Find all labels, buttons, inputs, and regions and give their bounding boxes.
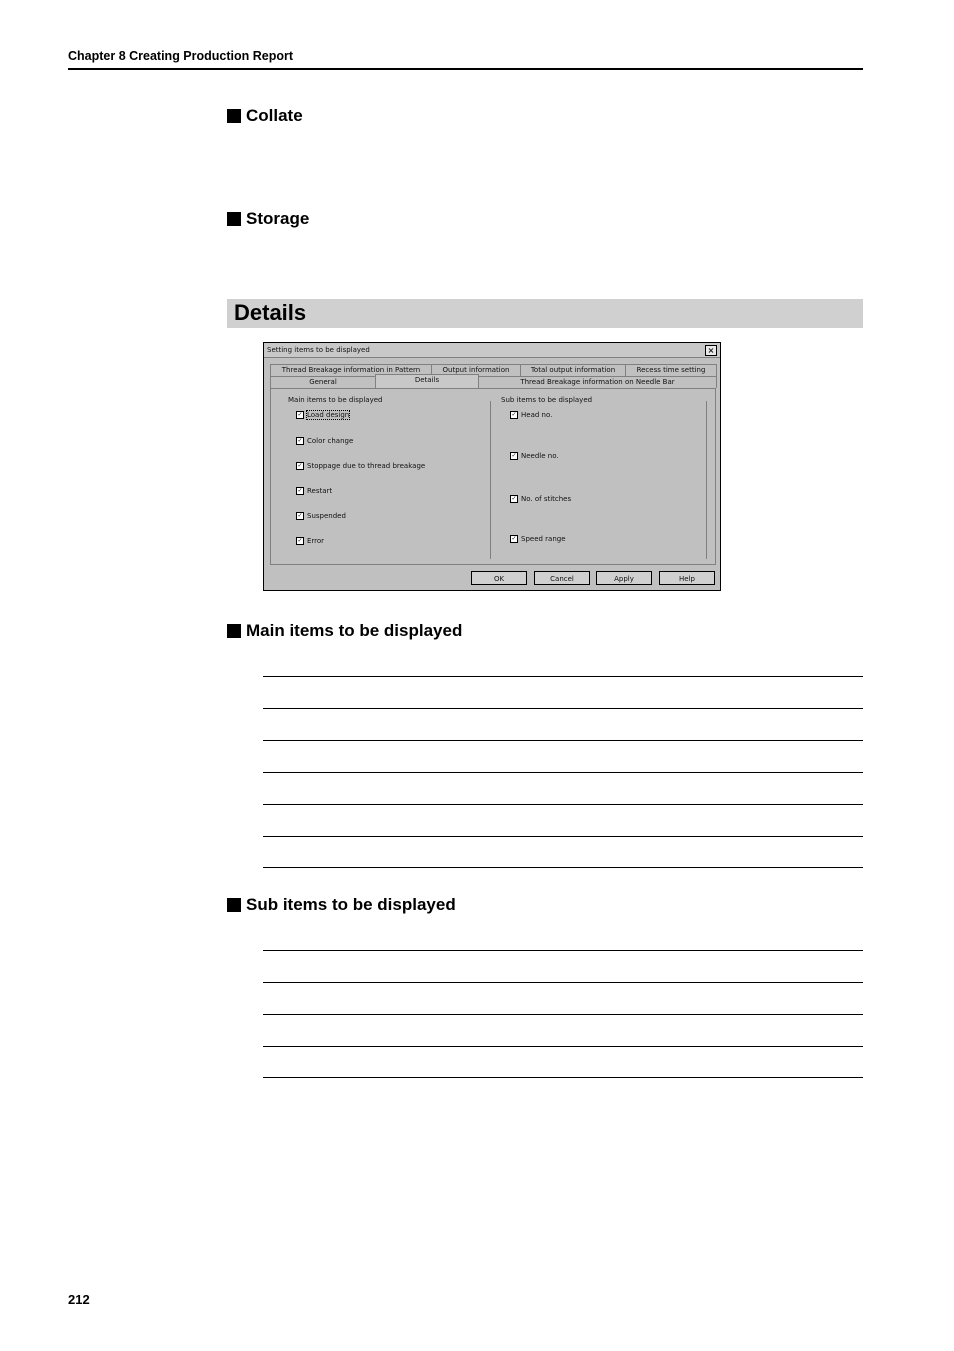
dialog-title-bar xyxy=(264,343,720,358)
checkbox-label: Speed range xyxy=(521,535,566,543)
checkbox-label: Load design xyxy=(307,411,350,419)
bullet-square-icon xyxy=(227,898,241,912)
checkbox-label: No. of stitches xyxy=(521,495,572,503)
table-rule xyxy=(263,836,863,837)
bullet-square-icon xyxy=(227,624,241,638)
checkbox-restart[interactable] xyxy=(296,487,332,495)
checkbox-label: Error xyxy=(307,537,325,545)
table-rule xyxy=(263,950,863,951)
section-sub-items xyxy=(227,895,456,915)
checkbox-suspended[interactable] xyxy=(296,512,346,520)
details-panel xyxy=(270,388,716,565)
checkbox-label: Color change xyxy=(307,437,354,445)
checkbox-label: Stoppage due to thread breakage xyxy=(307,462,426,470)
checkbox-no-of-stitches[interactable] xyxy=(510,495,571,503)
details-heading xyxy=(227,299,863,328)
help-button[interactable]: Help xyxy=(659,571,715,585)
chapter-header: Chapter 8 Creating Production Report xyxy=(68,49,294,63)
checkbox-checked-icon: ✓ xyxy=(511,535,517,542)
bullet-square-icon xyxy=(227,109,241,123)
section-main-items xyxy=(227,621,462,641)
table-rule xyxy=(263,1046,863,1047)
checkbox-stoppage-thread-breakage[interactable] xyxy=(296,462,425,470)
sub-items-group-label: Sub items to be displayed xyxy=(501,396,593,404)
apply-button[interactable]: Apply xyxy=(596,571,652,585)
checkbox-head-no[interactable] xyxy=(510,411,552,419)
table-rule xyxy=(263,772,863,773)
header-rule xyxy=(68,68,863,70)
table-rule xyxy=(263,1014,863,1015)
tab-thread-breakage-needle-bar[interactable]: Thread Breakage information on Needle Bar xyxy=(478,376,717,388)
cancel-button[interactable]: Cancel xyxy=(534,571,590,585)
tab-output-information[interactable]: Output information xyxy=(431,364,521,376)
checkbox-speed-range[interactable] xyxy=(510,535,566,543)
details-title: Details xyxy=(234,300,307,325)
checkbox-checked-icon: ✓ xyxy=(511,411,517,418)
table-rule xyxy=(263,982,863,983)
checkbox-checked-icon: ✓ xyxy=(297,512,303,519)
page-number: 212 xyxy=(68,1292,90,1307)
table-rule xyxy=(263,867,863,868)
dialog-title: Setting items to be displayed xyxy=(267,346,370,354)
section-collate xyxy=(227,106,303,126)
checkbox-color-change[interactable] xyxy=(296,437,353,445)
close-icon[interactable]: × xyxy=(705,345,717,356)
table-rule xyxy=(263,804,863,805)
ok-button[interactable]: OK xyxy=(471,571,527,585)
checkbox-error[interactable] xyxy=(296,537,324,545)
checkbox-checked-icon: ✓ xyxy=(511,452,517,459)
checkbox-checked-icon: ✓ xyxy=(297,411,303,418)
checkbox-label: Restart xyxy=(307,487,333,495)
checkbox-needle-no[interactable] xyxy=(510,452,559,460)
checkbox-load-design[interactable] xyxy=(296,411,349,419)
checkbox-checked-icon: ✓ xyxy=(511,495,517,502)
table-rule xyxy=(263,1077,863,1078)
section-title: Main items to be displayed xyxy=(246,621,463,640)
main-items-group-label: Main items to be displayed xyxy=(288,396,383,404)
tab-thread-breakage-pattern[interactable]: Thread Breakage information in Pattern xyxy=(270,364,432,376)
section-title: Storage xyxy=(246,209,310,228)
checkbox-checked-icon: ✓ xyxy=(297,487,303,494)
section-storage xyxy=(227,209,309,229)
checkbox-checked-icon: ✓ xyxy=(297,537,303,544)
checkbox-label: Suspended xyxy=(307,512,346,520)
table-rule xyxy=(263,676,863,677)
checkbox-label: Needle no. xyxy=(521,452,559,460)
tab-total-output-information[interactable]: Total output information xyxy=(520,364,626,376)
tab-recess-time-setting[interactable]: Recess time setting xyxy=(625,364,717,376)
tab-details[interactable]: Details xyxy=(375,374,479,389)
tab-general[interactable]: General xyxy=(270,376,376,388)
main-items-group xyxy=(281,401,491,559)
checkbox-checked-icon: ✓ xyxy=(297,462,303,469)
settings-dialog xyxy=(263,342,721,591)
checkbox-label: Head no. xyxy=(521,411,553,419)
checkbox-checked-icon: ✓ xyxy=(297,437,303,444)
bullet-square-icon xyxy=(227,212,241,226)
section-title: Collate xyxy=(246,106,303,125)
table-rule xyxy=(263,708,863,709)
section-title: Sub items to be displayed xyxy=(246,895,456,914)
table-rule xyxy=(263,740,863,741)
